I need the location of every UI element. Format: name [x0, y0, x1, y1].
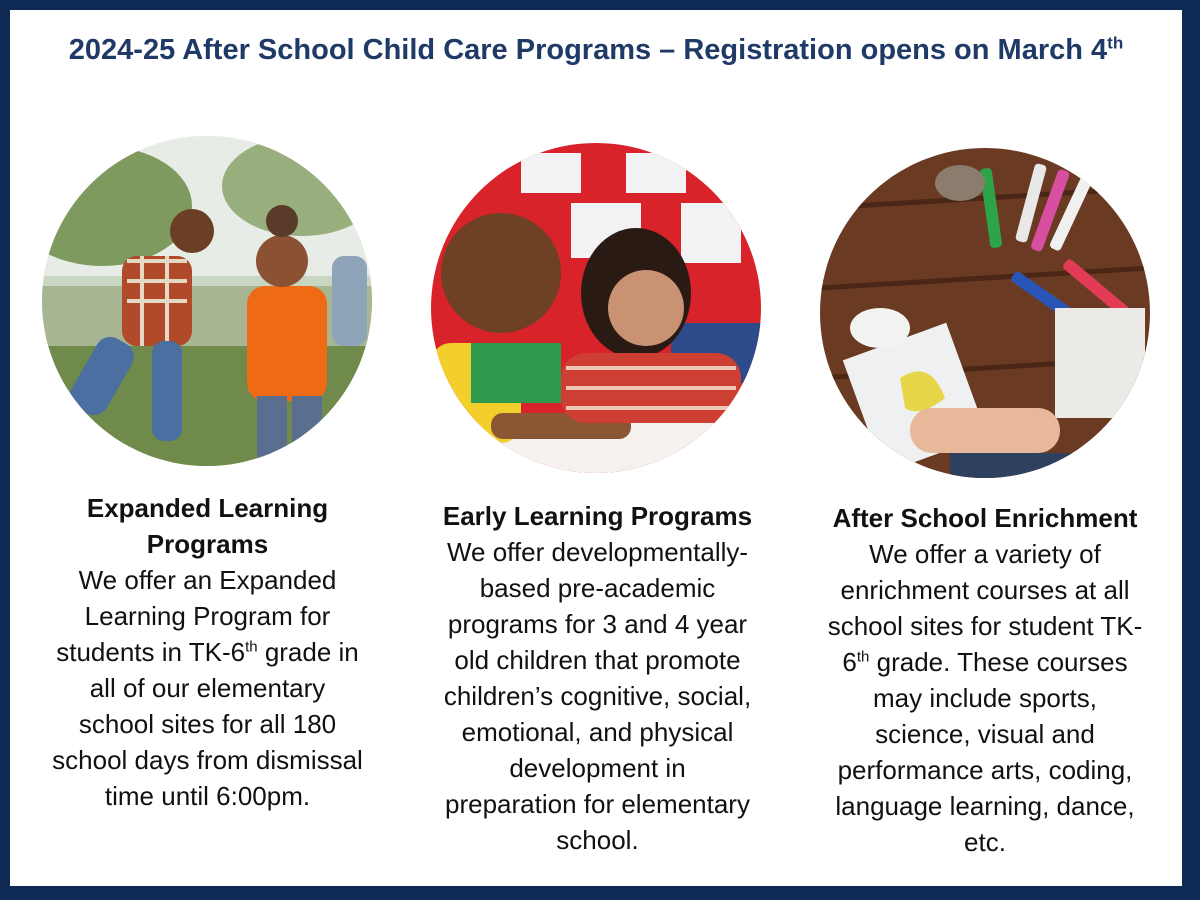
program-early-learning	[415, 498, 780, 858]
description-line: preparation for elementary	[445, 789, 750, 819]
description-line: grade in	[264, 637, 359, 667]
description-line: may include sports,	[873, 683, 1097, 713]
title-text: 2024-25 After School Child Care Programs – Registration opens on March 4	[68, 34, 1108, 66]
description-line: grade. These courses	[876, 647, 1128, 677]
description-line: We offer an Expanded	[78, 565, 337, 595]
description-line: school.	[556, 825, 639, 855]
description-line: performance arts, coding,	[837, 755, 1133, 785]
description-line: 6	[842, 647, 857, 677]
description-line: science, visual and	[875, 719, 1095, 749]
heading-line: Expanded Learning	[86, 493, 329, 523]
photo-art-supplies	[820, 148, 1150, 478]
photo-children-writing	[431, 143, 761, 473]
superscript: th	[245, 638, 258, 656]
description-line: Learning Program for	[84, 601, 331, 631]
page-title	[10, 34, 1182, 67]
description-line: based pre-academic	[479, 573, 716, 603]
superscript: th	[856, 648, 870, 666]
description-line: We offer a variety of	[869, 539, 1101, 569]
photo-kids-playing	[42, 136, 372, 466]
description-line: language learning, dance,	[835, 791, 1135, 821]
program-heading	[30, 490, 385, 562]
description-line: all of our elementary	[89, 673, 326, 703]
program-heading: Early Learning Programs	[442, 501, 753, 531]
description-line: emotional, and physical	[461, 717, 734, 747]
program-enrichment	[810, 500, 1160, 860]
program-heading: After School Enrichment	[832, 503, 1138, 533]
description-line: school sites for all 180	[78, 709, 337, 739]
heading-line: Programs	[146, 529, 269, 559]
title-superscript: th	[1107, 33, 1124, 53]
description-line: students in TK-6	[56, 637, 246, 667]
children-writing-illustration	[431, 143, 761, 473]
description-line: school days from dismissal	[52, 745, 363, 775]
program-expanded-learning	[30, 490, 385, 814]
flyer-frame	[10, 10, 1182, 886]
description-line: old children that promote	[454, 645, 741, 675]
description-line: We offer developmentally-	[446, 537, 749, 567]
description-line: children’s cognitive, social,	[443, 681, 752, 711]
description-line: programs for 3 and 4 year	[447, 609, 748, 639]
kids-playing-illustration	[42, 136, 372, 466]
description-line: etc.	[964, 827, 1006, 857]
description-line: school sites for student TK-	[827, 611, 1143, 641]
description-line: enrichment courses at all	[840, 575, 1130, 605]
description-line: development in	[509, 753, 686, 783]
art-supplies-illustration	[820, 148, 1150, 478]
description-line: time until 6:00pm.	[104, 781, 311, 811]
